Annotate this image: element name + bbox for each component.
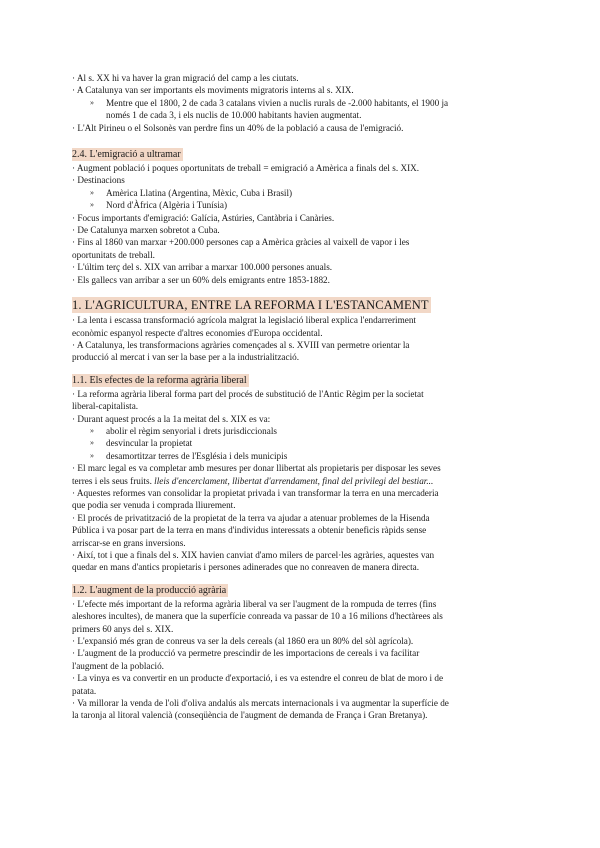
line: · Va millorar la venda de l'oli d'oliva andalús als mercats internacionals i va augmentar la superfície de (72, 698, 449, 709)
paragraph (72, 598, 532, 635)
arrow-bullet-icon: » (90, 200, 94, 210)
paragraph: · Destinacions (72, 175, 125, 186)
arrow-bullet-icon: » (90, 97, 94, 107)
line: Pública i va posar part de la terra en mans d'individus interessats a obtenir beneficis ràpids sense (72, 525, 427, 536)
line: quedar en mans d'antics propietaris i persones adinerades que no conreaven de manera directa. (72, 562, 420, 573)
chapter-heading (72, 296, 532, 314)
arrow-bullet-icon: » (90, 438, 94, 448)
section-heading (72, 144, 532, 162)
line: l'augment de la població. (72, 660, 164, 671)
paragraph: · De Catalunya marxen sobretot a Cuba. (72, 225, 220, 236)
paragraph (72, 512, 532, 549)
paragraph: · L'últim terç del s. XIX van arribar a marxar 100.000 persones anuals. (72, 262, 333, 273)
sub-bullet (72, 425, 532, 437)
section-heading (72, 370, 532, 388)
paragraph (72, 314, 532, 339)
paragraph (72, 672, 532, 697)
italic-examples: lleis d'encerclament, llibertat d'arrendament, final del privilegi del bestiar... (154, 475, 434, 486)
sub-bullet-text: desamortitzar terres de l'Església i dels municipis (106, 450, 288, 461)
sub-bullet-text: només 1 de cada 3, i els nuclis de 10.000 habitants havien augmentat. (106, 110, 362, 121)
line: · El marc legal es va completar amb mesures per donar llibertat als propietaris per disposar les seves (72, 463, 441, 474)
chapter-title: 1. L'AGRICULTURA, ENTRE LA REFORMA I L'ESTANCAMENT (72, 298, 429, 313)
sub-bullet-text: desvincular la propietat (106, 438, 193, 449)
paragraph (72, 697, 532, 722)
document-page (72, 72, 532, 722)
line: aleshores incultes), de manera que la superfície conreada va passar de 10 a 16 milions d'hectàrees als (72, 611, 443, 622)
section-title: 2.4. L'emigració a ultramar (72, 149, 181, 161)
line: · Fins al 1860 van marxar +200.000 persones cap a Amèrica gràcies al vaixell de vapor i les (72, 237, 410, 248)
sub-bullet-text: abolir el règim senyorial i drets jurisdiccionals (106, 425, 277, 436)
line: · Així, tot i que a finals del s. XIX havien canviat d'amo milers de parcel·les agràries, aquestes van (72, 550, 435, 560)
line: · La reforma agrària liberal forma part del procés de substitució de l'Antic Règim per la societat (72, 388, 424, 399)
paragraph: · Els gallecs van arribar a ser un 60% dels emigrants entre 1853-1882. (72, 274, 330, 285)
sub-bullet-text: Mentre que el 1800, 2 de cada 3 catalans vivien a nuclis rurals de -2.000 habitants, el 1900 ja (106, 97, 449, 108)
line: liberal-capitalista. (72, 401, 139, 412)
paragraph (72, 549, 532, 574)
line: producció al mercat i van ser la base per a la industrialització. (72, 352, 300, 363)
paragraph: · Focus importants d'emigració: Galícia, Astúries, Cantàbria i Canàries. (72, 212, 335, 223)
line: · L'augment de la producció va permetre prescindir de les importacions de cereals i va facilitar (72, 648, 420, 659)
line: · La lenta i escassa transformació agrícola malgrat la legislació liberal explica l'endarreriment (72, 315, 416, 326)
sub-bullet-text: Amèrica Llatina (Argentina, Mèxic, Cuba i Brasil) (106, 187, 293, 198)
paragraph (72, 339, 532, 364)
paragraph (72, 236, 532, 261)
paragraph: · L'expansió més gran de conreus va ser la dels cereals (al 1860 era un 80% del sòl agrícola). (72, 636, 414, 647)
line: · La vinya es va convertir en un producte d'exportació, i es va estendre el conreu de blat de moro i de (72, 673, 444, 684)
line: la taronja al litoral valencià (conseqüència de l'augment de demanda de França i Gran Bretanya). (72, 710, 428, 721)
arrow-bullet-icon: » (90, 450, 94, 460)
arrow-bullet-icon: » (90, 187, 94, 197)
paragraph: · L'Alt Pirineu o el Solsonès van perdre fins un 40% de la població a causa de l'emigració. (72, 122, 404, 133)
line: arriscar-se en grans inversions. (72, 537, 186, 548)
line: terres i els seus fruits. (72, 475, 152, 486)
paragraph (72, 487, 532, 512)
line: · L'efecte més important de la reforma agrària liberal va ser l'augment de la rompuda de terres (fins (72, 598, 437, 609)
paragraph: · Durant aquest procés a la 1a meitat del s. XIX es va: (72, 413, 271, 424)
section-title: 1.1. Els efectes de la reforma agrària liberal (72, 374, 247, 386)
line: econòmic espanyol respecte d'altres economies d'Europa occidental. (72, 327, 323, 338)
arrow-bullet-icon: » (90, 425, 94, 435)
line: oportunitats de treball. (72, 249, 155, 260)
paragraph: · Augment població i poques oportunitats de treball = emigració a Amèrica a finals del s. XIX. (72, 163, 420, 174)
paragraph: · A Catalunya van ser importants els moviments migratoris interns al s. XIX. (72, 85, 354, 96)
line: que podia ser venuda i comprada lliurement. (72, 500, 236, 511)
line: primers 60 anys del s. XIX. (72, 623, 174, 634)
sub-bullet-text: Nord d'Àfrica (Algèria i Tunísia) (106, 200, 228, 211)
sub-bullet (72, 187, 532, 199)
line: · El procés de privatització de la propietat de la terra va ajudar a atenuar problemes de la Hisenda (72, 512, 430, 523)
paragraph: · Al s. XX hi va haver la gran migració del camp a les ciutats. (72, 73, 299, 83)
sub-bullet (72, 199, 532, 211)
sub-bullet (72, 437, 532, 449)
section-heading (72, 580, 532, 598)
section-title: 1.2. L'augment de la producció agrària (72, 584, 227, 596)
paragraph (72, 462, 532, 487)
paragraph (72, 388, 532, 413)
line: · Aquestes reformes van consolidar la propietat privada i van transformar la terra en una mercaderia (72, 487, 439, 498)
sub-bullet (72, 450, 532, 462)
line: patata. (72, 685, 97, 696)
sub-bullet (72, 97, 532, 122)
paragraph (72, 647, 532, 672)
line: · A Catalunya, les transformacions agràries començades al s. XVIII van permetre orientar la (72, 339, 410, 350)
